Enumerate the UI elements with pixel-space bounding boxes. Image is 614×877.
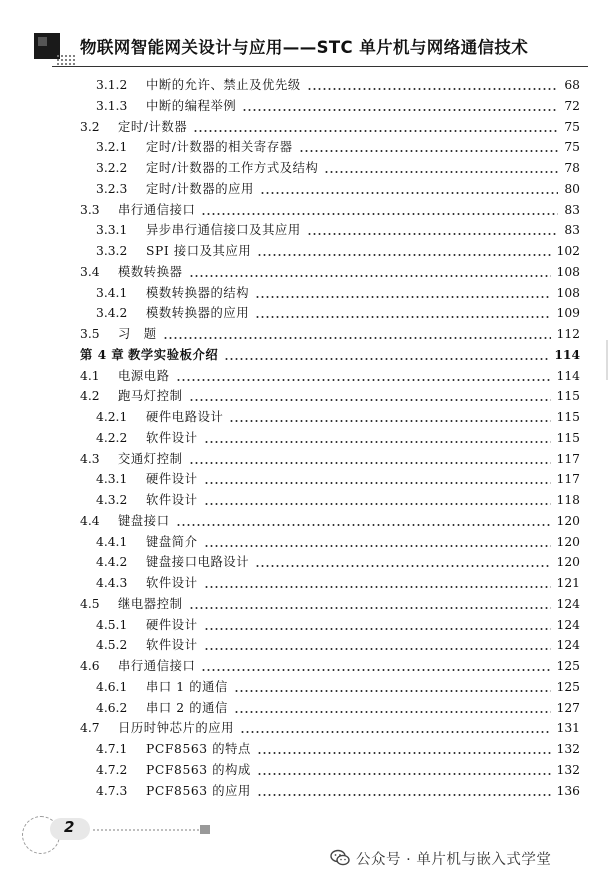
toc-entry-page: 132: [556, 762, 580, 777]
toc-entry-title: PCF8563 的应用: [146, 783, 251, 798]
toc-dot-leader: [204, 482, 551, 484]
toc-entry-title: 交通灯控制: [118, 451, 183, 466]
toc-dot-leader: [201, 213, 558, 215]
toc-subsection-row: [0, 532, 614, 552]
toc-dot-leader: [255, 296, 551, 298]
toc-entry-title: 定时/计数器的工作方式及结构: [146, 161, 319, 175]
toc-subsection-row: [0, 241, 614, 261]
toc-entry-number: 4.7.3: [96, 783, 128, 798]
toc-entry-title: 模数转换器: [118, 264, 183, 279]
toc-dot-leader: [257, 773, 551, 775]
toc-dot-leader: [204, 545, 551, 547]
toc-entry-page: 132: [556, 742, 580, 756]
toc-entry-title: 硬件设计: [146, 472, 198, 487]
toc-section-row: [0, 324, 614, 344]
toc-dot-leader: [307, 88, 558, 90]
toc-dot-leader: [204, 503, 551, 505]
toc-subsection-row: [0, 179, 614, 199]
toc-dot-leader: [257, 752, 551, 754]
toc-subsection-row: [0, 635, 614, 655]
toc-dot-leader: [176, 524, 551, 526]
toc-entry-title: 模数转换器的应用: [146, 306, 250, 321]
toc-entry-page: 118: [556, 493, 580, 507]
toc-entry-number: 3.2.1: [96, 140, 128, 155]
toc-entry-title: 键盘接口: [118, 513, 170, 528]
toc-dot-leader: [204, 648, 551, 650]
toc-dot-leader: [257, 794, 551, 796]
toc-entry-title: 中断的编程举例: [146, 98, 237, 113]
toc-dot-leader: [204, 628, 551, 630]
toc-dot-leader: [260, 192, 558, 194]
toc-entry-title: 键盘接口电路设计: [146, 555, 250, 570]
toc-entry-page: 109: [556, 306, 580, 321]
toc-entry-number: 4.5.2: [96, 638, 128, 653]
toc-entry-number: 4.2.1: [96, 410, 128, 424]
toc-dot-leader: [189, 607, 551, 609]
toc-entry-number: 4.4.3: [96, 576, 128, 590]
toc-entry-page: 75: [564, 119, 580, 134]
page-header: [0, 0, 614, 72]
toc-dot-leader: [176, 379, 551, 381]
toc-entry-page: 117: [556, 451, 580, 466]
toc-entry-title: 定时/计数器的相关寄存器: [146, 140, 293, 155]
toc-section-row: [0, 200, 614, 220]
toc-entry-page: 114: [554, 346, 580, 362]
toc-entry-number: 3.4: [80, 264, 100, 279]
toc-entry-number: 4.7: [80, 721, 100, 736]
toc-entry-title: 串口 1 的通信: [146, 679, 228, 694]
toc-entry-title: PCF8563 的特点: [146, 742, 251, 756]
toc-entry-title: 日历时钟芯片的应用: [118, 721, 235, 736]
toc-dot-leader: [189, 275, 551, 277]
toc-subsection-row: [0, 407, 614, 427]
toc-entry-page: 121: [556, 576, 580, 590]
toc-dot-leader: [189, 399, 551, 401]
toc-entry-number: 4.4: [80, 513, 100, 528]
toc-section-row: [0, 449, 614, 469]
header-rule: [52, 66, 588, 67]
wechat-icon: [330, 849, 350, 867]
toc-entry-page: 120: [556, 534, 580, 549]
toc-subsection-row: [0, 698, 614, 718]
toc-entry-page: 124: [556, 617, 580, 632]
toc-entry-number: 4.3: [80, 451, 100, 466]
toc-section-row: [0, 366, 614, 386]
toc-subsection-row: [0, 677, 614, 697]
toc-entry-number: 4.6.2: [96, 700, 128, 715]
toc-entry-page: 120: [556, 513, 580, 528]
toc-dot-leader: [234, 690, 551, 692]
toc-entry-title: 串行通信接口: [118, 202, 196, 217]
toc-section-row: [0, 594, 614, 614]
toc-subsection-row: [0, 615, 614, 635]
toc-entry-title: 软件设计: [146, 576, 198, 590]
toc-entry-title: 软件设计: [146, 638, 198, 653]
toc-entry-page: 125: [556, 679, 580, 694]
toc-entry-page: 115: [556, 430, 580, 445]
toc-entry-title: 硬件设计: [146, 617, 198, 632]
toc-subsection-row: [0, 220, 614, 240]
toc-entry-title: 教学实验板介绍: [128, 346, 219, 362]
toc-section-row: [0, 117, 614, 137]
toc-entry-number: 4.7.2: [96, 762, 128, 777]
toc-entry-title: 串口 2 的通信: [146, 700, 228, 715]
toc-entry-page: 127: [556, 700, 580, 715]
toc-entry-page: 115: [556, 410, 580, 424]
toc-entry-page: 115: [556, 389, 580, 404]
toc-entry-number: 4.4.2: [96, 555, 128, 570]
toc-entry-page: 124: [556, 596, 580, 611]
toc-entry-title: 定时/计数器的应用: [146, 181, 254, 196]
toc-entry-number: 4.3.2: [96, 493, 128, 507]
toc-entry-title: 继电器控制: [118, 596, 183, 611]
toc-entry-page: 80: [564, 181, 580, 196]
toc-entry-number: 3.2.2: [96, 161, 128, 175]
toc-entry-page: 114: [556, 368, 580, 383]
toc-dot-leader: [324, 171, 558, 173]
toc-entry-number: 3.1.2: [96, 78, 128, 92]
toc-entry-page: 83: [564, 223, 580, 238]
toc-dot-leader: [193, 130, 558, 132]
toc-entry-page: 124: [556, 638, 580, 653]
toc-entry-page: 136: [556, 783, 580, 798]
toc-entry-page: 68: [564, 78, 580, 92]
toc-dot-leader: [299, 150, 558, 152]
toc-entry-title: 模数转换器的结构: [146, 285, 250, 300]
page-edge-shadow: [606, 340, 608, 380]
toc-dot-leader: [255, 316, 551, 318]
toc-entry-number: 第 4 章: [80, 346, 125, 362]
toc-entry-title: PCF8563 的构成: [146, 762, 251, 777]
toc-entry-number: 4.6: [80, 659, 100, 673]
toc-subsection-row: [0, 490, 614, 510]
toc-chapter-row: [0, 345, 614, 365]
toc-entry-page: 83: [564, 202, 580, 217]
toc-entry-title: 软件设计: [146, 493, 198, 507]
toc-dot-leader: [307, 233, 558, 235]
toc-section-row: [0, 656, 614, 676]
toc-dot-leader: [163, 337, 551, 339]
toc-subsection-row: [0, 428, 614, 448]
toc-entry-number: 3.2.3: [96, 181, 128, 196]
toc-dot-leader: [204, 441, 551, 443]
toc-entry-page: 102: [556, 244, 580, 258]
toc-subsection-row: [0, 96, 614, 116]
toc-entry-page: 112: [556, 327, 580, 341]
toc-subsection-row: [0, 469, 614, 489]
toc-dot-leader: [257, 254, 551, 256]
toc-entry-number: 4.6.1: [96, 679, 128, 694]
toc-entry-title: 硬件电路设计: [146, 410, 224, 424]
toc-dot-leader: [234, 711, 551, 713]
toc-entry-title: 中断的允许、禁止及优先级: [146, 78, 301, 92]
toc-dot-leader: [224, 358, 548, 360]
toc-entry-page: 120: [556, 555, 580, 570]
toc-subsection-row: [0, 760, 614, 780]
toc-entry-page: 117: [556, 472, 580, 487]
toc-entry-number: 4.5: [80, 596, 100, 611]
toc-entry-title: SPI 接口及其应用: [146, 244, 252, 258]
toc-entry-number: 4.5.1: [96, 617, 128, 632]
toc-dot-leader: [242, 109, 558, 111]
watermark-text: 公众号 · 单片机与嵌入式学堂: [356, 852, 552, 868]
toc-entry-number: 3.3.2: [96, 244, 128, 258]
toc-entry-title: 定时/计数器: [118, 119, 188, 134]
toc-subsection-row: [0, 158, 614, 178]
toc-entry-number: 3.1.3: [96, 98, 128, 113]
toc-entry-number: 3.4.1: [96, 285, 128, 300]
footer-dotted-line: [92, 829, 200, 831]
toc-subsection-row: [0, 137, 614, 157]
toc-entry-number: 3.5: [80, 327, 100, 341]
toc-subsection-row: [0, 283, 614, 303]
toc-subsection-row: [0, 739, 614, 759]
toc-entry-page: 75: [564, 140, 580, 155]
toc-dot-leader: [201, 669, 551, 671]
toc-entry-number: 3.3.1: [96, 223, 128, 238]
toc-entry-title: 电源电路: [118, 368, 170, 383]
toc-section-row: [0, 511, 614, 531]
book-title: 物联网智能网关设计与应用——STC 单片机与网络通信技术: [80, 38, 529, 57]
toc-dot-leader: [229, 420, 551, 422]
toc-entry-number: 4.2.2: [96, 430, 128, 445]
toc-subsection-row: [0, 552, 614, 572]
toc-entry-number: 4.4.1: [96, 534, 128, 549]
header-dot-pattern-icon: [56, 54, 76, 66]
toc-subsection-row: [0, 303, 614, 323]
toc-entry-title: 异步串行通信接口及其应用: [146, 223, 301, 238]
toc-subsection-row: [0, 75, 614, 95]
toc-dot-leader: [255, 565, 551, 567]
toc-section-row: [0, 718, 614, 738]
toc-entry-page: 125: [556, 659, 580, 673]
toc-entry-page: 72: [564, 98, 580, 113]
toc-entry-page: 108: [556, 285, 580, 300]
page-number: 2: [64, 818, 75, 836]
toc-entry-number: 4.3.1: [96, 472, 128, 487]
toc-entry-title: 键盘简介: [146, 534, 198, 549]
toc-entry-title: 软件设计: [146, 430, 198, 445]
toc-entry-number: 3.2: [80, 119, 100, 134]
toc-section-row: [0, 262, 614, 282]
toc-dot-leader: [189, 462, 551, 464]
toc-entry-title: 串行通信接口: [118, 659, 196, 673]
toc-entry-number: 3.4.2: [96, 306, 128, 321]
toc-entry-page: 78: [564, 161, 580, 175]
toc-entry-number: 4.7.1: [96, 742, 128, 756]
toc-entry-number: 4.2: [80, 389, 100, 404]
toc-entry-number: 4.1: [80, 368, 100, 383]
toc-entry-page: 131: [556, 721, 580, 736]
toc-subsection-row: [0, 781, 614, 801]
toc-entry-title: 跑马灯控制: [118, 389, 183, 404]
toc-entry-number: 3.3: [80, 202, 100, 217]
toc-dot-leader: [240, 731, 551, 733]
toc-dot-leader: [204, 586, 551, 588]
toc-section-row: [0, 386, 614, 406]
toc-entry-title: 习 题: [118, 327, 157, 341]
footer-block-icon: [200, 825, 210, 834]
toc-entry-page: 108: [556, 264, 580, 279]
toc-subsection-row: [0, 573, 614, 593]
